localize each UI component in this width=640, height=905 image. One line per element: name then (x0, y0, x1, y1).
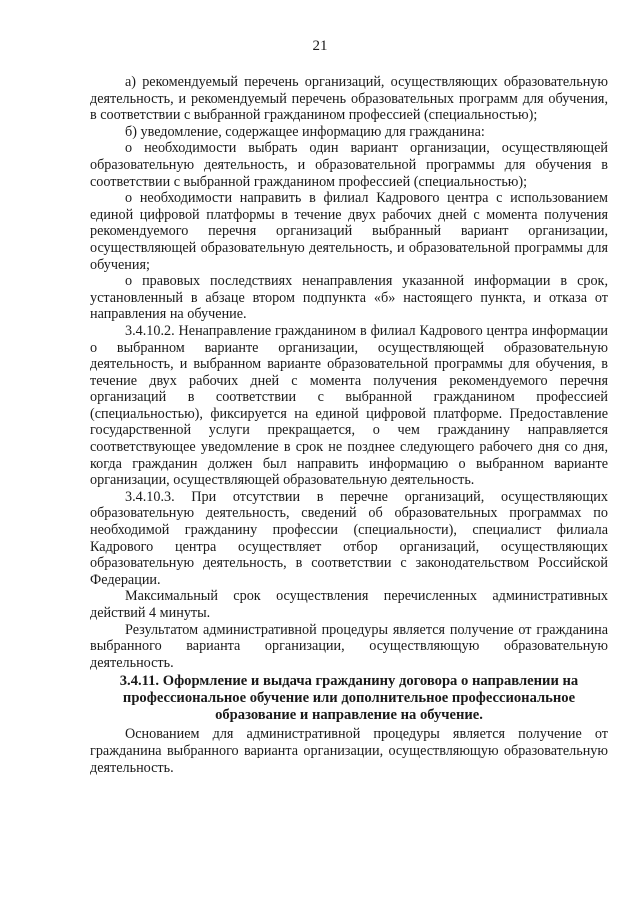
paragraph-notice-3: о правовых последствиях ненаправления указанной информации в срок, установленный в абзаце втором подпункта «б» настоящего пункта, и отказа от направления на обучение. (90, 273, 608, 323)
paragraph-3-4-10-3: 3.4.10.3. При отсутствии в перечне организаций, осуществляющих образовательную деятельность, сведений об образовательных программах по необходимой гражданину профессии (специальности), специалист филиала Кадрового центра осуществляет отбор организаций, осуществляющих образовательную деятельность, в соответствии с законодательством Российской Федерации. (90, 488, 608, 588)
page-number: 21 (312, 38, 328, 54)
paragraph-result: Результатом административной процедуры является получение от гражданина выбранного варианта организации, осуществляющую образовательную деятельность. (90, 621, 608, 671)
paragraph-3-4-10-2: 3.4.10.2. Ненаправление гражданином в филиал Кадрового центра информации о выбранном варианте организации, осуществляющей образовательную деятельность, и выбранном варианте образовательной программы для обучения, в течение двух рабочих дней с момента получения рекомендуемого перечня организаций в соответствии с выбранной гражданином профессией (специальностью), фиксируется на единой цифровой платформе. Предоставление государственной услуги прекращается, о чем гражданину направляется соответствующее уведомление в срок не позднее следующего рабочего дня со дня, когда гражданин должен был направить информацию о выбранном варианте организации, осуществляющей образовательную деятельность. (90, 322, 608, 489)
paragraph-max-time: Максимальный срок осуществления перечисленных административных действий 4 минуты. (90, 588, 608, 621)
section-heading-3-4-11: 3.4.11. Оформление и выдача гражданину договора о направлении на профессиональное обучение или дополнительное профессиональное образование и направление на обучение. (119, 673, 579, 724)
paragraph-a: а) рекомендуемый перечень организаций, осуществляющих образовательную деятельность, и рекомендуемый перечень образовательных программ для обучения, в соответствии с выбранной гражданином профессией (специальностью); (90, 74, 608, 124)
paragraph-basis: Основанием для административной процедуры является получение от гражданина выбранного варианта организации, осуществляющую образовательную деятельность. (90, 726, 608, 776)
paragraph-b: б) уведомление, содержащее информацию для гражданина: (125, 123, 485, 140)
paragraph-notice-1: о необходимости выбрать один вариант организации, осуществляющей образовательную деятельность, и образовательной программы для обучения в соответствии с выбранной гражданином профессией (специальностью); (90, 140, 608, 190)
document-body (90, 74, 608, 776)
paragraph-notice-2: о необходимости направить в филиал Кадрового центра с использованием единой цифровой платформы в течение двух рабочих дней с момента получения рекомендуемого перечня организаций выбранный вариант организации, осуществляющей образовательную деятельность, и образовательной программы для обучения; (90, 190, 608, 273)
